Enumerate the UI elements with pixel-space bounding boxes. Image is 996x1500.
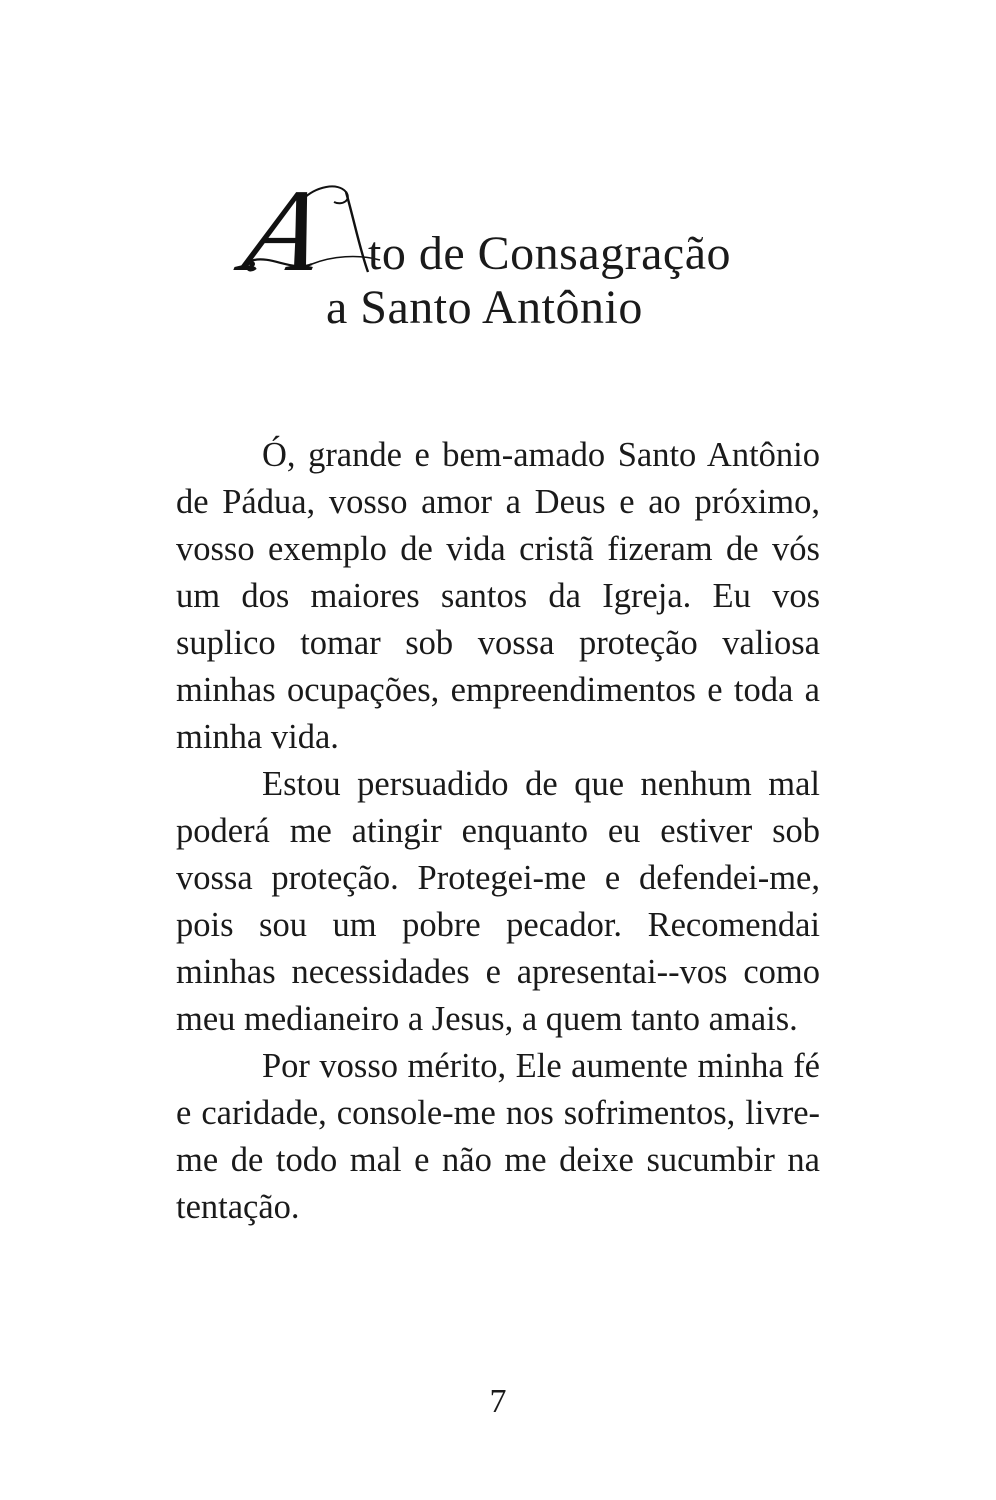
title-line-2: a Santo Antônio [326, 281, 643, 334]
page-number: 7 [489, 1383, 507, 1420]
paragraph-3: Por vosso mérito, Ele aumente minha fé e caridade, console-me nos sofrimentos, livre-me de todo mal e não me deixe sucumbir na tentação. [176, 1047, 820, 1226]
prayer-text [176, 432, 820, 1231]
paragraph-1: Ó, grande e bem-amado Santo Antônio de Pádua, vosso amor a Deus e ao próximo, vosso exemplo de vida cristã fizeram de vós um dos maiores santos da Igreja. Eu vos suplico tomar sob vossa proteção valiosa minhas ocupações, empreendimentos e toda a minha vida. [176, 436, 820, 756]
paragraph-2: Estou persuadido de que nenhum mal poderá me atingir enquanto eu estiver sob vossa proteção. Protegei-me e defendei-me, pois sou um pobre pecador. Recomendai minhas necessidades e apresentai--vos como meu medianeiro a Jesus, a quem tanto amais. [176, 765, 820, 1038]
drop-cap-letter: A [234, 165, 335, 296]
title-line-1-text: to de Consagração [368, 227, 732, 280]
